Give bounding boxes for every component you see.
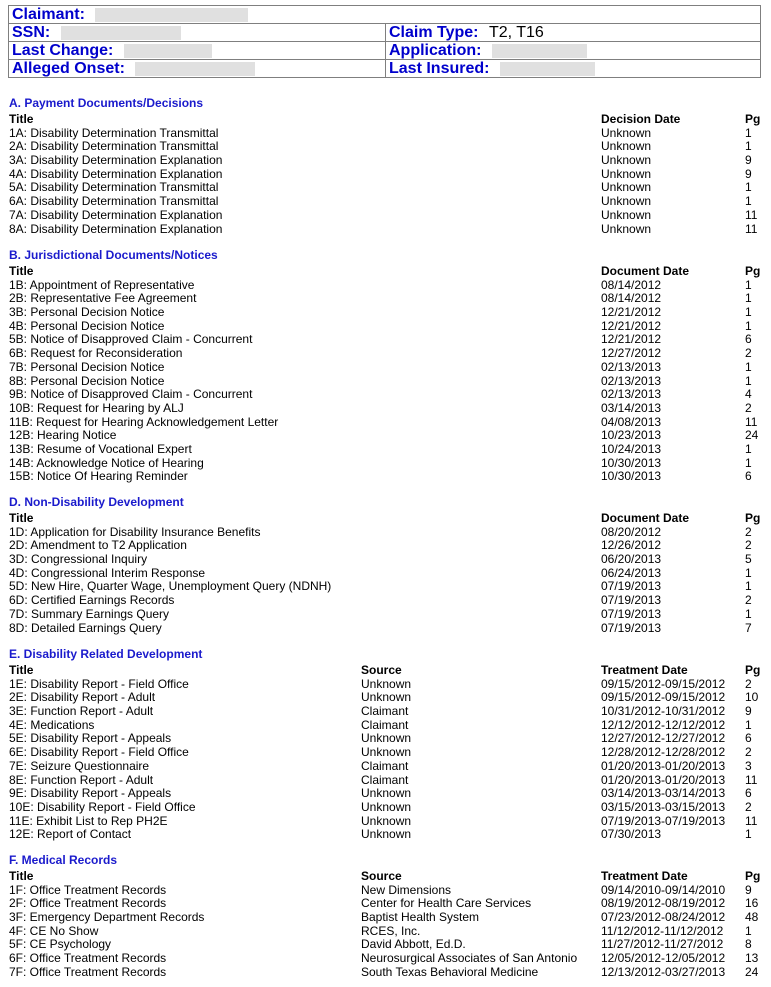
exhibit-title: 1D: Application for Disability Insurance Benefits (9, 524, 261, 539)
application-label: Application: (389, 42, 482, 59)
exhibit-title: 6A: Disability Determination Transmittal (9, 194, 219, 209)
last-insured-cell (386, 60, 761, 78)
exhibit-title: 5E: Disability Report - Appeals (9, 731, 172, 746)
alleged-onset-label: Alleged Onset: (12, 60, 125, 77)
claimant-label: Claimant: (12, 6, 85, 23)
section-a-title: A. Payment Documents/Decisions (9, 96, 204, 110)
exhibit-row (9, 579, 752, 594)
exhibit-row (9, 799, 752, 815)
exhibit-date: 12/21/2012 (601, 305, 662, 320)
exhibit-page: 11 (745, 221, 758, 236)
exhibit-row (9, 676, 752, 692)
exhibit-page: 1 (745, 291, 752, 306)
exhibit-date: 08/20/2012 (601, 524, 662, 539)
last-change-label: Last Change: (12, 42, 114, 59)
exhibit-page: 48 (745, 910, 759, 925)
col-date-header: Decision Date (601, 112, 681, 126)
exhibit-row (9, 937, 752, 952)
exhibit-date: 08/19/2012-08/19/2012 (601, 896, 726, 911)
exhibit-date: 12/05/2012-12/05/2012 (601, 951, 726, 966)
exhibit-row (9, 745, 752, 760)
exhibit-page: 1 (745, 194, 752, 209)
exhibit-page: 2 (745, 799, 752, 814)
exhibit-source: Center for Health Care Services (361, 896, 532, 911)
col-title-header: Title (9, 264, 34, 278)
exhibit-date: 12/26/2012 (601, 538, 662, 553)
exhibit-source: RCES, Inc. (361, 923, 421, 938)
exhibit-row (9, 207, 758, 223)
exhibit-date: 03/14/2013-03/14/2013 (601, 786, 726, 801)
exhibit-title: 2A: Disability Determination Transmittal (9, 139, 219, 154)
exhibit-date: 02/13/2013 (601, 387, 662, 402)
exhibit-row (9, 194, 752, 209)
exhibit-page: 11 (745, 414, 758, 429)
exhibit-title: 5D: New Hire, Quarter Wage, Unemployment Query (NDNH) (9, 579, 332, 594)
exhibit-source: Neurosurgical Associates of San Antonio (361, 951, 578, 966)
exhibit-source: South Texas Behavioral Medicine (361, 964, 539, 979)
exhibit-date: 07/30/2013 (601, 827, 662, 842)
exhibit-row (9, 896, 759, 911)
exhibit-page: 1 (745, 923, 752, 938)
exhibit-date: 02/13/2013 (601, 359, 662, 374)
exhibit-row (9, 565, 752, 581)
exhibit-title: 1F: Office Treatment Records (9, 882, 167, 897)
exhibit-date: 10/30/2013 (601, 455, 662, 470)
redacted-last-change (124, 44, 212, 58)
exhibit-date: 07/23/2012-08/24/2012 (601, 910, 726, 925)
exhibit-page: 1 (745, 305, 752, 320)
section-d (9, 494, 761, 635)
exhibit-row (9, 153, 752, 168)
exhibit-title: 3D: Congressional Inquiry (9, 552, 148, 567)
section-e-header-row (9, 663, 761, 678)
exhibit-row (9, 910, 759, 925)
exhibit-title: 14B: Acknowledge Notice of Hearing (9, 455, 204, 470)
exhibit-date: Unknown (601, 153, 652, 168)
exhibit-title: 2F: Office Treatment Records (9, 896, 167, 911)
exhibit-title: 8E: Function Report - Adult (9, 772, 154, 787)
exhibit-date: 12/27/2012 (601, 346, 662, 361)
exhibit-page: 9 (745, 882, 752, 897)
exhibit-date: 08/14/2012 (601, 291, 662, 306)
exhibit-page: 24 (745, 428, 759, 443)
exhibit-row (9, 606, 752, 622)
exhibit-date: 08/14/2012 (601, 277, 662, 292)
section-a-rows (9, 125, 758, 237)
exhibit-title: 11B: Request for Hearing Acknowledgement Letter (9, 414, 279, 429)
exhibit-row (9, 139, 752, 154)
exhibit-date: 11/12/2012-11/12/2012 (601, 923, 724, 938)
exhibit-date: 03/14/2013 (601, 400, 662, 415)
exhibit-title: 2B: Representative Fee Agreement (9, 291, 197, 306)
exhibit-page: 9 (745, 166, 752, 181)
section-b-header-row (9, 264, 761, 279)
section-b (9, 247, 761, 484)
exhibit-row (9, 964, 759, 980)
exhibit-title: 8B: Personal Decision Notice (9, 373, 165, 388)
section-f-header-row (9, 869, 761, 884)
application-cell (386, 42, 761, 60)
exhibit-page: 3 (745, 758, 752, 773)
exhibit-source: David Abbott, Ed.D. (361, 937, 466, 952)
exhibit-page: 7 (745, 620, 752, 635)
exhibit-date: 12/28/2012-12/28/2012 (601, 745, 726, 760)
exhibit-source: Unknown (361, 676, 412, 691)
exhibit-title: 4F: CE No Show (9, 923, 99, 938)
exhibit-source: Unknown (361, 827, 412, 842)
exhibit-source: Unknown (361, 745, 412, 760)
exhibit-row (9, 359, 752, 375)
exhibit-row (9, 786, 752, 801)
exhibit-page: 2 (745, 676, 752, 691)
exhibit-page: 13 (745, 951, 759, 966)
exhibit-page: 1 (745, 373, 752, 388)
exhibit-title: 1B: Appointment of Representative (9, 277, 195, 292)
claim-header (8, 5, 761, 78)
exhibit-page: 9 (745, 153, 752, 168)
section-d-header-row (9, 511, 761, 526)
exhibit-row (9, 538, 752, 553)
exhibit-row (9, 951, 759, 966)
col-source-header: Source (361, 663, 402, 677)
exhibit-page: 2 (745, 538, 752, 553)
exhibit-date: Unknown (601, 166, 652, 181)
exhibit-row (9, 332, 752, 347)
exhibit-source: Baptist Health System (361, 910, 480, 925)
exhibit-row (9, 305, 752, 320)
exhibit-date: 12/12/2012-12/12/2012 (601, 717, 726, 732)
exhibit-source: Unknown (361, 786, 412, 801)
exhibit-title: 2E: Disability Report - Adult (9, 690, 156, 705)
exhibit-row (9, 704, 752, 719)
exhibit-page: 11 (745, 772, 758, 787)
section-f-title: F. Medical Records (9, 853, 118, 867)
exhibit-date: 06/20/2013 (601, 552, 662, 567)
exhibit-date: 03/15/2013-03/15/2013 (601, 799, 726, 814)
col-title-header: Title (9, 112, 34, 126)
exhibit-date: Unknown (601, 125, 652, 140)
exhibit-title: 7E: Seizure Questionnaire (9, 758, 150, 773)
section-e (9, 646, 761, 842)
col-date-header: Treatment Date (601, 663, 688, 677)
exhibit-date: 10/23/2013 (601, 428, 662, 443)
exhibit-date: 10/31/2012-10/31/2012 (601, 704, 726, 719)
exhibit-title: 7B: Personal Decision Notice (9, 359, 165, 374)
exhibit-row (9, 772, 758, 788)
exhibit-source: Unknown (361, 690, 412, 705)
redacted-claimant (95, 8, 248, 22)
section-f-rows (9, 882, 759, 980)
exhibit-date: 10/24/2013 (601, 441, 662, 456)
exhibit-title: 6E: Disability Report - Field Office (9, 745, 189, 760)
exhibit-title: 12E: Report of Contact (9, 827, 132, 842)
last-insured-label: Last Insured: (389, 60, 490, 77)
exhibit-title: 7A: Disability Determination Explanation (9, 207, 223, 222)
col-pg-header: Pg (745, 663, 761, 677)
exhibit-page: 6 (745, 332, 752, 347)
section-a-header-row (9, 112, 761, 127)
ssn-cell (9, 24, 386, 42)
exhibit-row (9, 827, 752, 842)
exhibit-source: Claimant (361, 758, 409, 773)
exhibit-title: 10E: Disability Report - Field Office (9, 799, 196, 814)
exhibit-page: 5 (745, 552, 752, 567)
exhibit-title: 6B: Request for Reconsideration (9, 346, 183, 361)
exhibit-date: Unknown (601, 221, 652, 236)
exhibit-title: 6D: Certified Earnings Records (9, 593, 175, 608)
exhibit-row (9, 428, 759, 443)
exhibit-page: 1 (745, 125, 752, 140)
exhibit-row (9, 414, 758, 430)
exhibit-source: Unknown (361, 731, 412, 746)
exhibit-date: Unknown (601, 139, 652, 154)
exhibit-date: 12/13/2012-03/27/2013 (601, 964, 726, 979)
exhibit-title: 2D: Amendment to T2 Application (9, 538, 187, 553)
exhibit-date: 07/19/2013 (601, 620, 662, 635)
ssn-label: SSN: (12, 24, 51, 41)
exhibit-title: 3B: Personal Decision Notice (9, 305, 165, 320)
exhibit-page: 9 (745, 704, 752, 719)
exhibit-page: 1 (745, 139, 752, 154)
exhibit-row (9, 291, 752, 306)
exhibit-title: 10B: Request for Hearing by ALJ (9, 400, 184, 415)
section-b-title: B. Jurisdictional Documents/Notices (9, 248, 218, 262)
claim-type-label: Claim Type: (389, 24, 479, 41)
exhibit-date: 12/21/2012 (601, 332, 662, 347)
exhibit-date: 07/19/2013 (601, 593, 662, 608)
col-pg-header: Pg (745, 112, 761, 126)
redacted-ssn (61, 26, 181, 40)
exhibit-page: 1 (745, 318, 752, 333)
exhibit-row (9, 552, 752, 567)
exhibit-page: 2 (745, 346, 752, 361)
exhibit-date: 12/27/2012-12/27/2012 (601, 731, 726, 746)
exhibit-date: 12/21/2012 (601, 318, 662, 333)
exhibit-page: 6 (745, 731, 752, 746)
exhibit-page: 11 (745, 813, 758, 828)
exhibit-page: 6 (745, 469, 752, 484)
exhibit-date: 01/20/2013-01/20/2013 (601, 758, 726, 773)
section-a (9, 95, 761, 236)
exhibit-page: 2 (745, 593, 752, 608)
exhibit-title: 4D: Congressional Interim Response (9, 565, 206, 580)
exhibit-date: 01/20/2013-01/20/2013 (601, 772, 726, 787)
exhibit-source: Unknown (361, 799, 412, 814)
exhibit-page: 1 (745, 359, 752, 374)
exhibit-row (9, 758, 752, 774)
exhibit-page: 6 (745, 786, 752, 801)
exhibit-page: 16 (745, 896, 759, 911)
exhibit-row (9, 731, 752, 746)
exhibit-row (9, 923, 752, 939)
exhibit-date: 10/30/2013 (601, 469, 662, 484)
alleged-onset-cell (9, 60, 386, 78)
col-title-header: Title (9, 663, 34, 677)
exhibit-row (9, 717, 752, 733)
exhibit-row (9, 455, 752, 471)
exhibit-row (9, 690, 759, 705)
exhibit-title: 3A: Disability Determination Explanation (9, 153, 223, 168)
exhibit-title: 1E: Disability Report - Field Office (9, 676, 189, 691)
section-e-rows (9, 676, 759, 842)
col-pg-header: Pg (745, 869, 761, 883)
exhibit-page: 4 (745, 387, 752, 402)
exhibit-title: 5A: Disability Determination Transmittal (9, 180, 219, 195)
exhibit-title: 9E: Disability Report - Appeals (9, 786, 172, 801)
exhibit-page: 2 (745, 400, 752, 415)
exhibit-date: 09/15/2012-09/15/2012 (601, 676, 726, 691)
exhibit-row (9, 318, 752, 334)
exhibit-page: 1 (745, 717, 752, 732)
exhibit-date: Unknown (601, 180, 652, 195)
exhibit-date: Unknown (601, 207, 652, 222)
col-title-header: Title (9, 511, 34, 525)
redacted-alleged-onset (135, 62, 255, 76)
col-source-header: Source (361, 869, 402, 883)
exhibit-row (9, 346, 752, 361)
exhibit-source: Claimant (361, 704, 409, 719)
exhibit-row (9, 469, 752, 484)
exhibit-title: 3E: Function Report - Adult (9, 704, 154, 719)
exhibit-row (9, 125, 752, 141)
exhibit-row (9, 277, 752, 293)
exhibit-source: Unknown (361, 813, 412, 828)
exhibit-date: 02/13/2013 (601, 373, 662, 388)
exhibit-row (9, 882, 752, 898)
exhibit-page: 2 (745, 524, 752, 539)
exhibit-title: 8D: Detailed Earnings Query (9, 620, 162, 635)
exhibit-title: 3F: Emergency Department Records (9, 910, 205, 925)
exhibit-page: 2 (745, 745, 752, 760)
exhibit-title: 4A: Disability Determination Explanation (9, 166, 223, 181)
exhibit-title: 12B: Hearing Notice (9, 428, 117, 443)
exhibit-row (9, 387, 752, 402)
exhibit-row (9, 620, 752, 636)
exhibit-title: 1A: Disability Determination Transmittal (9, 125, 219, 140)
exhibit-date: 07/19/2013 (601, 579, 662, 594)
exhibit-page: 24 (745, 964, 759, 979)
exhibit-date: 04/08/2013 (601, 414, 662, 429)
exhibit-row (9, 180, 752, 195)
exhibit-row (9, 441, 752, 457)
exhibit-row (9, 593, 752, 608)
exhibit-row (9, 373, 752, 389)
exhibit-date: 07/19/2013-07/19/2013 (601, 813, 726, 828)
section-d-rows (9, 524, 752, 636)
section-f (9, 852, 761, 980)
exhibit-page: 1 (745, 579, 752, 594)
col-title-header: Title (9, 869, 34, 883)
exhibit-title: 11E: Exhibit List to Rep PH2E (9, 813, 168, 828)
exhibit-row (9, 166, 752, 182)
exhibit-date: Unknown (601, 194, 652, 209)
exhibit-title: 7F: Office Treatment Records (9, 964, 167, 979)
exhibit-page: 1 (745, 180, 752, 195)
exhibit-page: 1 (745, 277, 752, 292)
last-change-cell (9, 42, 386, 60)
exhibit-page: 1 (745, 565, 752, 580)
exhibit-date: 09/15/2012-09/15/2012 (601, 690, 726, 705)
exhibit-title: 7D: Summary Earnings Query (9, 606, 170, 621)
exhibit-title: 8A: Disability Determination Explanation (9, 221, 223, 236)
exhibit-page: 1 (745, 827, 752, 842)
exhibit-title: 5B: Notice of Disapproved Claim - Concurrent (9, 332, 253, 347)
exhibit-page: 1 (745, 606, 752, 621)
exhibit-page: 10 (745, 690, 759, 705)
exhibit-page: 8 (745, 937, 752, 952)
exhibit-title: 15B: Notice Of Hearing Reminder (9, 469, 188, 484)
exhibit-title: 9B: Notice of Disapproved Claim - Concurrent (9, 387, 253, 402)
exhibit-row (9, 221, 758, 237)
exhibit-title: 4B: Personal Decision Notice (9, 318, 165, 333)
claim-type-cell (386, 24, 761, 42)
exhibit-date: 11/27/2012-11/27/2012 (601, 937, 724, 952)
exhibit-title: 13B: Resume of Vocational Expert (9, 441, 192, 456)
exhibit-date: 09/14/2010-09/14/2010 (601, 882, 726, 897)
exhibit-title: 6F: Office Treatment Records (9, 951, 167, 966)
exhibit-row (9, 813, 758, 829)
exhibit-source: New Dimensions (361, 882, 452, 897)
exhibit-date: 07/19/2013 (601, 606, 662, 621)
col-date-header: Treatment Date (601, 869, 688, 883)
redacted-last-insured (500, 62, 595, 76)
col-pg-header: Pg (745, 264, 761, 278)
exhibit-row (9, 400, 752, 416)
exhibit-source: Claimant (361, 772, 409, 787)
col-date-header: Document Date (601, 511, 690, 525)
section-b-rows (9, 277, 759, 484)
redacted-application (492, 44, 587, 58)
col-pg-header: Pg (745, 511, 761, 525)
exhibit-row (9, 524, 752, 540)
exhibit-page: 11 (745, 207, 758, 222)
section-e-title: E. Disability Related Development (9, 647, 203, 661)
claimant-cell (9, 6, 761, 24)
exhibit-page: 1 (745, 441, 752, 456)
exhibit-source: Claimant (361, 717, 409, 732)
section-d-title: D. Non-Disability Development (9, 495, 184, 509)
exhibit-title: 4E: Medications (9, 717, 95, 732)
exhibit-page: 1 (745, 455, 752, 470)
exhibit-date: 06/24/2013 (601, 565, 662, 580)
col-date-header: Document Date (601, 264, 690, 278)
exhibit-title: 5F: CE Psychology (9, 937, 112, 952)
claim-type-value: T2, T16 (488, 24, 544, 41)
